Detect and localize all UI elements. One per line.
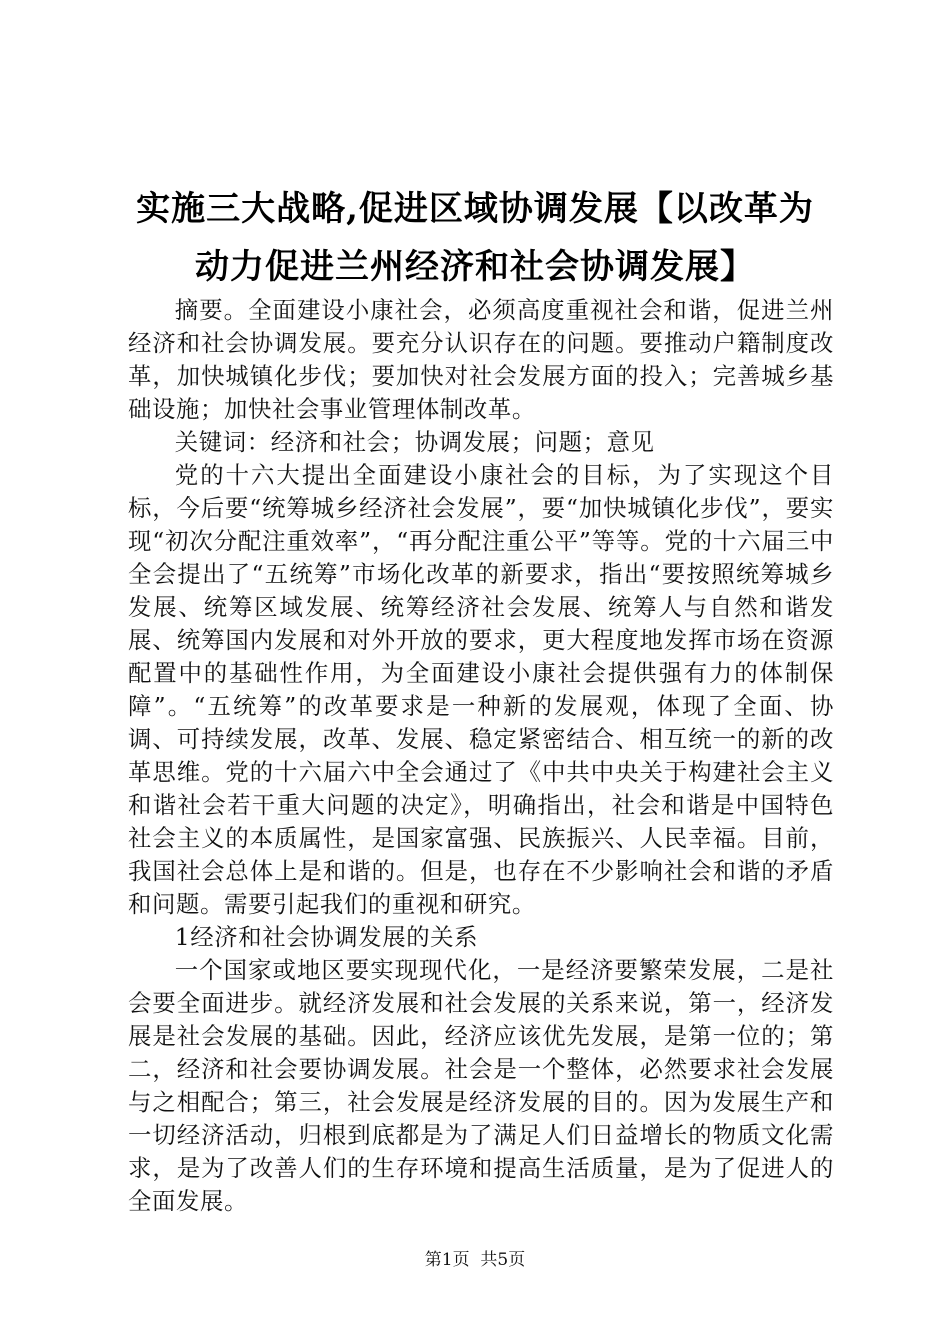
title-line-2: 动力促进兰州经济和社会协调发展】 bbox=[195, 247, 755, 287]
document-title bbox=[110, 180, 840, 296]
document-body bbox=[128, 294, 834, 1218]
section-paragraph: 一个国家或地区要实现现代化，一是经济要繁荣发展，二是社会要全面进步。就经济发展和社会发展的关系来说，第一，经济发展是社会发展的基础。因此，经济应该优先发展，是第一位的；第二，经济和社会要协调发展。社会是一个整体，必然要求社会发展与之相配合；第三，社会发展是经济发展的目的。因为发展生产和一切经济活动，归根到底都是为了满足人们日益增长的物质文化需求，是为了改善人们的生存环境和提高生活质量，是为了促进人的全面发展。 bbox=[128, 956, 834, 1215]
page-footer: 第1页 共5页 bbox=[424, 1250, 526, 1270]
section-heading: 1经济和社会协调发展的关系 bbox=[174, 923, 479, 951]
intro-paragraph: 党的十六大提出全面建设小康社会的目标，为了实现这个目标，今后要“统筹城乡经济社会发展”，要“加快城镇化步伐”，要实现“初次分配注重效率”，“再分配注重公平”等等。党的十六届三中全会提出了“五统筹”市场化改革的新要求，指出“要按照统筹城乡发展、统筹区域发展、统筹经济社会发展、统筹人与自然和谐发展、统筹国内发展和对外开放的要求，更大程度地发挥市场在资源配置中的基础性作用，为全面建设小康社会提供强有力的体制保障”。“五统筹”的改革要求是一种新的发展观，体现了全面、协调、可持续发展，改革、发展、稳定紧密结合、相互统一的新的改革思维。党的十六届六中全会通过了《中共中央关于构建社会主义和谐社会若干重大问题的决定》，明确指出，社会和谐是中国特色社会主义的本质属性，是国家富强、民族振兴、人民幸福。目前，我国社会总体上是和谐的。但是，也存在不少影响社会和谐的矛盾和问题。需要引起我们的重视和研究。 bbox=[128, 461, 834, 918]
keywords-paragraph: 关键词：经济和社会；协调发展；问题；意见 bbox=[174, 428, 655, 456]
abstract-paragraph: 摘要。全面建设小康社会，必须高度重视社会和谐，促进兰州经济和社会协调发展。要充分认识存在的问题。要推动户籍制度改革，加快城镇化步伐；要加快对社会发展方面的投入；完善城乡基础设施；加快社会事业管理体制改革。 bbox=[128, 296, 834, 423]
title-line-1: 实施三大战略,促进区域协调发展【以改革为 bbox=[136, 189, 814, 229]
